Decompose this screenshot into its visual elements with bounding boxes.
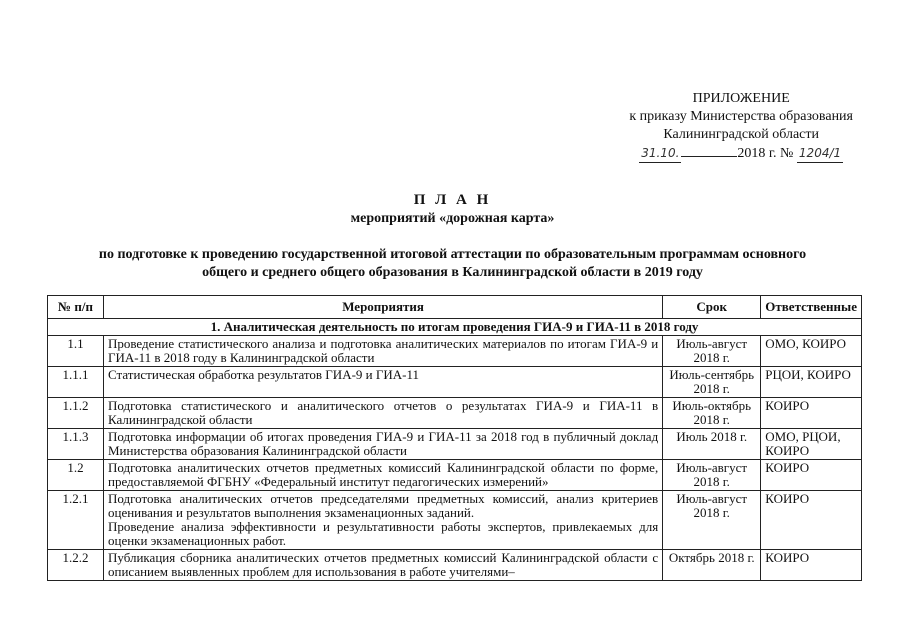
row-num: 1.2.1 [48,491,104,550]
row-event: Подготовка информации об итогах проведения ГИА-9 и ГИА-11 за 2018 год в публичный доклад Министерства образования Калининградской области [103,429,662,460]
table-row [48,398,862,429]
row-term: Июль-август 2018 г. [663,336,761,367]
section-title: 1. Аналитическая деятельность по итогам проведения ГИА-9 и ГИА-11 в 2018 году [48,319,862,336]
row-event: Статистическая обработка результатов ГИА-9 и ГИА-11 [103,367,662,398]
section-row [48,319,862,336]
row-term: Июль 2018 г. [663,429,761,460]
row-event: Публикация сборника аналитических отчетов предметных комиссий Калининградской области с описанием выявленных проблем для использования в работе учителями– [103,550,662,581]
plan-title: П Л А Н [413,192,492,208]
row-event [103,491,662,550]
date-blank [681,144,737,157]
row-event-part-2: Проведение анализа эффективности и результативности работы экспертов, привлекаемых для оценки экзаменационных работ. [107,519,659,548]
table-row [48,550,862,581]
row-event: Проведение статистического анализа и подготовка аналитических материалов по итогам ГИА-9 и ГИА-11 в 2018 году в Калининградской области [103,336,662,367]
row-term: Июль-сентябрь 2018 г. [663,367,761,398]
table-row [48,491,862,550]
row-responsible: КОИРО [761,550,862,581]
row-term: Июль-август 2018 г. [663,460,761,491]
plan-subtitle: мероприятий «дорожная карта» [350,211,555,226]
row-term: Июль-октябрь 2018 г. [663,398,761,429]
header-responsible: Ответственные [761,296,862,319]
appendix-title: ПРИЛОЖЕНИЕ [692,91,790,106]
table-row [48,336,862,367]
row-responsible: ОМО, РЦОИ, КОИРО [761,429,862,460]
row-event-part-1: Подготовка аналитических отчетов председателями предметных комиссий, анализ критериев оценивания и результатов выполнения экзаменационных заданий. [107,491,659,520]
appendix-date-line [629,144,853,163]
handwritten-number: 1204/1 [797,144,843,163]
row-responsible: КОИРО [761,491,862,550]
row-num: 1.2 [48,460,104,491]
plan-table [47,295,862,581]
plan-description-line-1: по подготовке к проведению государственной итоговой аттестации по образовательным программам основного [98,247,807,262]
table-header-row [48,296,862,319]
appendix-line-1: к приказу Министерства образования [629,109,853,124]
handwritten-date: 31.10. [639,144,681,163]
plan-description [0,246,905,282]
row-responsible: РЦОИ, КОИРО [761,367,862,398]
header-num: № п/п [48,296,104,319]
year-text: 2018 г. № [737,146,794,161]
row-event: Подготовка статистического и аналитического отчетов о результатах ГИА-9 и ГИА-11 в Калининградской области [103,398,662,429]
row-responsible: ОМО, КОИРО [761,336,862,367]
row-num: 1.2.2 [48,550,104,581]
appendix-block [629,90,853,163]
row-term: Июль-август 2018 г. [663,491,761,550]
plan-description-line-2: общего и среднего общего образования в Калининградской области в 2019 году [202,265,703,280]
header-event: Мероприятия [103,296,662,319]
row-num: 1.1.2 [48,398,104,429]
table-row [48,429,862,460]
row-num: 1.1 [48,336,104,367]
table-row [48,460,862,491]
row-term: Октябрь 2018 г. [663,550,761,581]
table-row [48,367,862,398]
row-responsible: КОИРО [761,460,862,491]
row-event: Подготовка аналитических отчетов предметных комиссий Калининградской области по форме, предоставляемой ФГБНУ «Федеральный институт педагогических измерений» [103,460,662,491]
row-responsible: КОИРО [761,398,862,429]
row-num: 1.1.1 [48,367,104,398]
header-term: Срок [663,296,761,319]
row-num: 1.1.3 [48,429,104,460]
appendix-line-2: Калининградской области [663,127,819,142]
